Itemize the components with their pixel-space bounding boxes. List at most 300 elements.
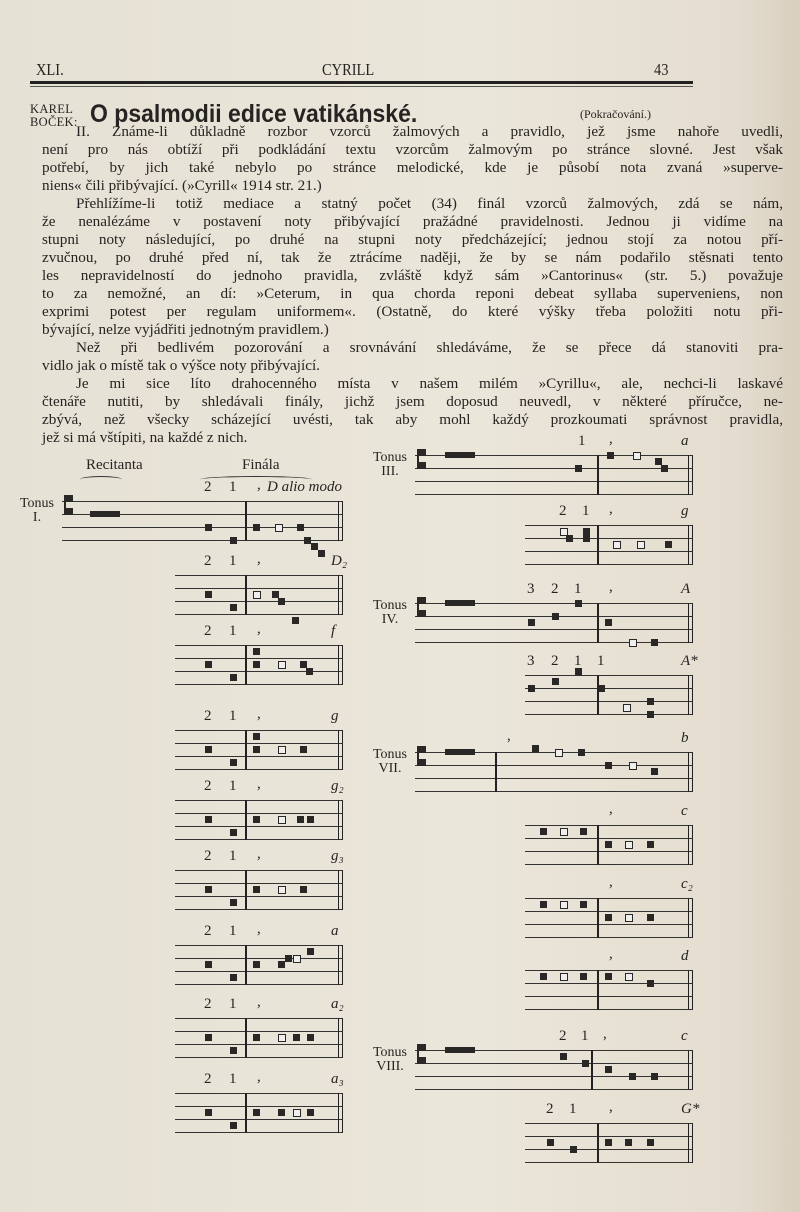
clef-square — [419, 1057, 426, 1064]
neume-note — [605, 841, 612, 848]
clef-square — [419, 610, 426, 617]
double-bar-line — [338, 645, 343, 685]
neume-note — [623, 704, 631, 712]
staff-line — [525, 1162, 693, 1163]
bar-line — [245, 575, 247, 615]
staff-line — [175, 1093, 343, 1094]
neume-note — [230, 674, 237, 681]
breath-mark: , — [609, 1099, 613, 1115]
staff-line — [175, 984, 343, 985]
staff-line — [175, 1106, 343, 1107]
neume-note — [306, 668, 313, 675]
syllable-number: 2 — [204, 623, 212, 639]
staff-line — [415, 1089, 693, 1090]
neume-note — [605, 914, 612, 921]
staff — [175, 1018, 343, 1058]
bar-line — [245, 945, 247, 985]
double-bar-line — [338, 501, 343, 541]
neume-note — [607, 452, 614, 459]
staff-line — [175, 1119, 343, 1120]
neume-note — [575, 465, 582, 472]
neume-note — [230, 829, 237, 836]
neume-note — [230, 604, 237, 611]
neume-note — [661, 465, 668, 472]
neume-note — [625, 973, 633, 981]
final-label: c₂ — [681, 876, 693, 892]
text-line: exprimi potest per regulam uniformem«. (Ostatně, do které výšky třeba položiti notu při- — [42, 303, 783, 320]
syllable-number: 1 — [581, 1028, 589, 1044]
text-line: potřebí, by jich také nebylo po stránce melodické, kde je působí nota zvaná »superve- — [42, 159, 783, 176]
neume-note — [293, 1109, 301, 1117]
clef-square — [66, 495, 73, 502]
final-label: c — [681, 803, 688, 819]
staff-line — [525, 675, 693, 676]
staff-line — [415, 791, 693, 792]
staff-line — [175, 839, 343, 840]
staff-line — [415, 481, 693, 482]
clef-square — [419, 759, 426, 766]
neume-note — [540, 828, 547, 835]
double-bar-line — [688, 970, 693, 1010]
text-line: Je mi sice líto drahocenného místa v našem milém »Cyrillu«, ale, nechci-li laskavé — [76, 375, 783, 392]
staff-line — [525, 825, 693, 826]
syllable-number: 2 — [204, 1071, 212, 1087]
breath-mark: , — [257, 1069, 261, 1085]
bar-line — [597, 825, 599, 865]
staff-line — [525, 983, 693, 984]
journal-title: CYRILL — [322, 60, 375, 79]
neume-note — [613, 541, 621, 549]
staff-line — [175, 658, 343, 659]
neume-note — [647, 841, 654, 848]
final-label: g — [681, 503, 689, 519]
staff — [525, 675, 693, 715]
tonus-label: Tonus III. — [372, 450, 408, 479]
syllable-number: 2 — [559, 1028, 567, 1044]
staff-line — [175, 1057, 343, 1058]
text-line: to za nemožné, an dí: »Ceterum, in qua chorda reponi debeat syllaba superveniens, non — [42, 285, 783, 302]
neume-note — [629, 1073, 636, 1080]
staff-line — [175, 813, 343, 814]
neume-note — [300, 886, 307, 893]
staff — [525, 1123, 693, 1163]
staff-line — [525, 525, 693, 526]
neume-note — [566, 535, 573, 542]
staff — [415, 455, 693, 495]
staff — [62, 501, 343, 541]
bar-line — [597, 675, 599, 715]
text-line: zbývá, než všecky scházející uvésti, tak aby mohl každý prozkoumati správnost pravidla, — [42, 411, 783, 428]
final-label: D alio modo — [267, 479, 342, 495]
text-line: není pro nás obtíží při podkládání textu vzorcům žalmovým po stránce slovné. Jest však — [42, 141, 783, 158]
neume-note — [275, 524, 283, 532]
bar-line — [597, 898, 599, 938]
staff-line — [415, 629, 693, 630]
final-label: A* — [681, 653, 698, 669]
staff-line — [175, 614, 343, 615]
breath-mark: , — [257, 846, 261, 862]
neume-note — [540, 901, 547, 908]
double-bar-line — [688, 603, 693, 643]
neume-note — [605, 1066, 612, 1073]
c-clef-icon — [417, 746, 423, 766]
neume-note — [528, 685, 535, 692]
recitation-note — [90, 511, 120, 517]
staff-line — [525, 851, 693, 852]
staff-line — [525, 1009, 693, 1010]
neume-note — [560, 901, 568, 909]
staff-line — [175, 896, 343, 897]
neume-note — [552, 678, 559, 685]
neume-note — [297, 816, 304, 823]
neume-note — [253, 648, 260, 655]
text-line: bývající, nelze vyjádřiti jednotným pravidlem.) — [42, 321, 329, 338]
double-bar-line — [688, 525, 693, 565]
staff-line — [415, 778, 693, 779]
neume-note — [547, 1139, 554, 1146]
staff — [525, 898, 693, 938]
staff-line — [525, 924, 693, 925]
staff-line — [175, 958, 343, 959]
tonus-label: Tonus VII. — [372, 747, 408, 776]
syllable-number: 2 — [546, 1101, 554, 1117]
neume-note — [278, 598, 285, 605]
article-title: O psalmodii edice vatikánské. — [90, 100, 418, 128]
final-label: D₂ — [331, 553, 348, 569]
neume-note — [580, 828, 587, 835]
staff — [525, 525, 693, 565]
staff-line — [525, 701, 693, 702]
staff-line — [175, 769, 343, 770]
double-bar-line — [688, 898, 693, 938]
neume-note — [578, 749, 585, 756]
final-label: g — [331, 708, 339, 724]
text-line: zvučnou, po druhé před ní, tak že ztrácíme naději, že by se nám podařilo stěsnati tento — [42, 249, 783, 266]
staff-line — [175, 588, 343, 589]
text-line: že nenalézáme v postavení noty přibývající pražádné pravidelnosti. Jednou ji vidíme na — [42, 213, 783, 230]
breath-mark: , — [609, 431, 613, 447]
staff — [415, 1050, 693, 1090]
staff-line — [175, 756, 343, 757]
breath-mark: , — [603, 1026, 607, 1042]
syllable-number: 1 — [229, 553, 237, 569]
header-rule — [30, 81, 693, 84]
staff — [175, 945, 343, 985]
neume-note — [629, 762, 637, 770]
syllable-number: 1 — [229, 778, 237, 794]
neume-note — [560, 973, 568, 981]
clef-square — [419, 746, 426, 753]
double-bar-line — [338, 575, 343, 615]
neume-note — [205, 886, 212, 893]
final-label: c — [681, 1028, 688, 1044]
neume-note — [307, 948, 314, 955]
syllable-number: 2 — [204, 848, 212, 864]
staff-line — [415, 468, 693, 469]
neume-note — [253, 816, 260, 823]
bar-line — [597, 455, 599, 495]
staff-line — [175, 883, 343, 884]
neume-note — [647, 1139, 654, 1146]
neume-note — [205, 524, 212, 531]
neume-note — [205, 816, 212, 823]
text-line: čtenáře nutiti, by shledávali finály, jichž jsem doposud neuvedl, v některé příručce, ne- — [42, 393, 783, 410]
tonus-label: Tonus VIII. — [372, 1045, 408, 1074]
breath-mark: , — [609, 501, 613, 517]
syllable-number: 2 — [204, 778, 212, 794]
neume-note — [625, 914, 633, 922]
double-bar-line — [688, 675, 693, 715]
neume-note — [605, 762, 612, 769]
clef-square — [66, 508, 73, 515]
neume-note — [253, 733, 260, 740]
staff-line — [525, 1136, 693, 1137]
double-bar-line — [338, 1093, 343, 1133]
neume-note — [647, 914, 654, 921]
double-bar-line — [338, 870, 343, 910]
syllable-number: 1 — [229, 479, 237, 495]
syllable-number: 2 — [204, 996, 212, 1012]
recitation-note — [445, 452, 475, 458]
breath-mark: , — [257, 477, 261, 493]
neume-note — [560, 828, 568, 836]
staff — [525, 825, 693, 865]
staff-line — [175, 870, 343, 871]
final-label: a — [331, 923, 339, 939]
staff — [175, 870, 343, 910]
neume-note — [230, 759, 237, 766]
breath-mark: , — [257, 706, 261, 722]
neume-note — [307, 1109, 314, 1116]
neume-note — [278, 746, 286, 754]
staff — [175, 575, 343, 615]
staff-line — [175, 826, 343, 827]
staff-line — [525, 538, 693, 539]
neume-note — [583, 535, 590, 542]
syllable-number: 3 — [527, 653, 535, 669]
staff-line — [175, 1132, 343, 1133]
staff — [525, 970, 693, 1010]
neume-note — [647, 980, 654, 987]
neume-note — [598, 685, 605, 692]
neume-note — [253, 746, 260, 753]
bar-line — [597, 970, 599, 1010]
neume-note — [605, 973, 612, 980]
neume-note — [560, 1053, 567, 1060]
final-label: b — [681, 730, 689, 746]
syllable-number: 1 — [229, 848, 237, 864]
double-bar-line — [338, 1018, 343, 1058]
neume-note — [230, 974, 237, 981]
bar-line — [245, 1093, 247, 1133]
text-line: niens« čili přibývající. (»Cyrill« 1914 str. 21.) — [42, 177, 322, 194]
staff-line — [525, 898, 693, 899]
double-bar-line — [338, 800, 343, 840]
bar-line — [245, 870, 247, 910]
neume-note — [580, 901, 587, 908]
neume-note — [528, 619, 535, 626]
double-bar-line — [688, 825, 693, 865]
neume-note — [253, 961, 260, 968]
neume-note — [665, 541, 672, 548]
neume-note — [253, 661, 260, 668]
breath-mark: , — [609, 874, 613, 890]
tonus-label: Tonus I. — [19, 496, 55, 525]
final-label: d — [681, 948, 689, 964]
clef-square — [419, 597, 426, 604]
text-line: jež si má vštípiti, na každé z nich. — [42, 429, 248, 446]
recitation-note — [445, 1047, 475, 1053]
staff-line — [175, 971, 343, 972]
text-line: stupni noty následující, po druhé na stupni noty předcházející; jednou stojí za notou pří- — [42, 231, 783, 248]
bar-line — [495, 752, 497, 792]
neume-note — [253, 886, 260, 893]
staff-line — [175, 945, 343, 946]
staff-line — [525, 1123, 693, 1124]
neume-note — [582, 1060, 589, 1067]
text-line: II. Známe-li důkladně rozbor vzorců žalmových a pravidlo, jež jsme nahoře uvedli, — [76, 123, 783, 140]
recitation-note — [445, 749, 475, 755]
neume-note — [300, 746, 307, 753]
staff — [175, 730, 343, 770]
final-label: a₂ — [331, 996, 344, 1012]
page-number: 43 — [654, 60, 669, 79]
neume-note — [205, 1034, 212, 1041]
recitanta-brace — [80, 476, 122, 483]
staff-line — [175, 1031, 343, 1032]
neume-note — [540, 973, 547, 980]
staff-line — [525, 970, 693, 971]
staff-line — [525, 1149, 693, 1150]
double-bar-line — [688, 1050, 693, 1090]
bar-line — [591, 1050, 593, 1090]
syllable-number: 1 — [574, 581, 582, 597]
staff-line — [525, 838, 693, 839]
staff-line — [175, 645, 343, 646]
syllable-number: 1 — [229, 1071, 237, 1087]
syllable-number: 3 — [527, 581, 535, 597]
neume-note — [647, 711, 654, 718]
final-label: g₃ — [331, 848, 344, 864]
final-label: a — [681, 433, 689, 449]
breath-mark: , — [609, 579, 613, 595]
bar-line — [245, 1018, 247, 1058]
neume-note — [297, 524, 304, 531]
staff-line — [415, 1063, 693, 1064]
bar-line — [597, 603, 599, 643]
breath-mark: , — [257, 994, 261, 1010]
neume-note — [278, 886, 286, 894]
neume-note — [230, 1047, 237, 1054]
neume-note — [230, 537, 237, 544]
finala-label: Finála — [242, 457, 280, 473]
c-clef-icon — [417, 449, 423, 469]
syllable-number: 1 — [582, 503, 590, 519]
neume-note — [629, 639, 637, 647]
staff-line — [525, 688, 693, 689]
staff-line — [175, 730, 343, 731]
double-bar-line — [338, 945, 343, 985]
breath-mark: , — [257, 621, 261, 637]
neume-note — [625, 841, 633, 849]
staff-line — [525, 564, 693, 565]
staff-line — [175, 909, 343, 910]
article-body — [42, 123, 783, 447]
staff — [175, 1093, 343, 1133]
neume-note — [555, 749, 563, 757]
tonus-label: Tonus IV. — [372, 598, 408, 627]
neume-note — [307, 816, 314, 823]
finala-brace — [200, 476, 312, 483]
bar-line — [245, 730, 247, 770]
neume-note — [205, 591, 212, 598]
neume-note — [278, 1034, 286, 1042]
text-line: Než při bedlivém pozorování a srovnávání shledáváme, že se přece dá stanoviti pra- — [76, 339, 783, 356]
syllable-number: 1 — [597, 653, 605, 669]
breath-mark: , — [257, 921, 261, 937]
syllable-number: 2 — [559, 503, 567, 519]
staff — [175, 800, 343, 840]
neume-note — [605, 1139, 612, 1146]
staff-line — [415, 494, 693, 495]
neume-note — [292, 617, 299, 624]
staff-line — [175, 1044, 343, 1045]
neume-note — [278, 1109, 285, 1116]
neume-note — [637, 541, 645, 549]
double-bar-line — [688, 752, 693, 792]
staff-line — [525, 551, 693, 552]
neume-note — [575, 600, 582, 607]
breath-mark: , — [507, 728, 511, 744]
bar-line — [245, 800, 247, 840]
syllable-number: 1 — [569, 1101, 577, 1117]
double-bar-line — [688, 455, 693, 495]
neume-note — [651, 768, 658, 775]
final-label: f — [331, 623, 336, 639]
author-first-name: KAREL — [30, 102, 74, 116]
neume-note — [205, 1109, 212, 1116]
staff-line — [525, 996, 693, 997]
neume-note — [311, 543, 318, 550]
c-clef-icon — [417, 597, 423, 617]
staff-line — [62, 540, 343, 541]
bar-line — [245, 501, 247, 541]
staff-line — [175, 575, 343, 576]
neume-note — [253, 524, 260, 531]
neume-note — [278, 816, 286, 824]
staff-line — [175, 684, 343, 685]
continued-note: (Pokračování.) — [580, 107, 651, 121]
final-label: a₃ — [331, 1071, 344, 1087]
clef-square — [419, 1044, 426, 1051]
staff-line — [525, 911, 693, 912]
neume-note — [253, 1034, 260, 1041]
breath-mark: , — [609, 946, 613, 962]
final-label: g₂ — [331, 778, 344, 794]
staff-line — [525, 864, 693, 865]
syllable-number: 1 — [229, 623, 237, 639]
neume-note — [605, 619, 612, 626]
neume-note — [285, 955, 292, 962]
neume-note — [532, 745, 539, 752]
neume-note — [205, 961, 212, 968]
staff-line — [525, 937, 693, 938]
syllable-number: 1 — [229, 708, 237, 724]
author-last-name: BOČEK: — [30, 115, 78, 129]
neume-note — [205, 746, 212, 753]
syllable-number: 2 — [204, 479, 212, 495]
syllable-number: 1 — [229, 923, 237, 939]
